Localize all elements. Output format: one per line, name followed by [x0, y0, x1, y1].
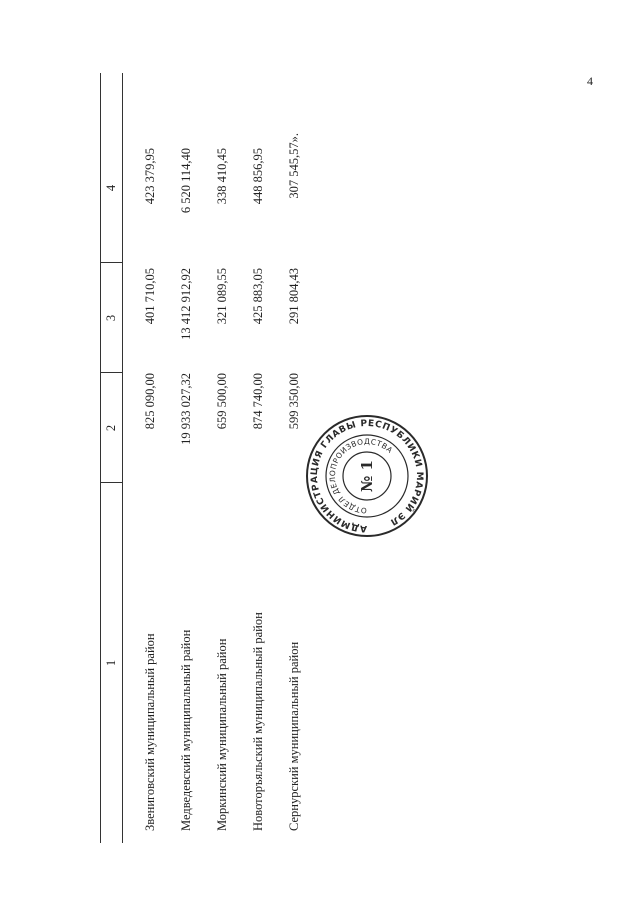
seal-number: № 1: [358, 460, 376, 492]
value-col-2: 825 090,00: [143, 373, 157, 430]
page-number: 4: [587, 74, 593, 88]
district-name: Моркинский муниципальный район: [215, 638, 229, 831]
seal-outer-text: АДМИНИСТРАЦИЯ ГЛАВЫ РЕСПУБЛИКИ МАРИЙ ЭЛ: [309, 418, 425, 534]
header-col-4: 4: [104, 184, 118, 192]
value-col-4: 423 379,95: [143, 148, 157, 205]
value-col-2: 19 933 027,32: [179, 373, 193, 445]
district-name: Медведевский муниципальный район: [179, 629, 193, 831]
header-col-3: 3: [104, 314, 118, 322]
value-col-3: 291 804,43: [287, 268, 301, 325]
value-col-4: 307 545,57».: [287, 133, 301, 199]
table-top-rule: [100, 73, 101, 843]
table-header-rule: [122, 73, 123, 843]
value-col-3: 321 089,55: [215, 268, 229, 325]
value-col-3: 425 883,05: [251, 268, 265, 325]
rotated-table: [100, 73, 340, 843]
value-col-2: 659 500,00: [215, 373, 229, 430]
value-col-2: 874 740,00: [251, 373, 265, 430]
value-col-4: 338 410,45: [215, 148, 229, 205]
seal-inner-text: ОТДЕЛ ДЕЛОПРОИЗВОДСТВА: [327, 436, 395, 516]
district-name: Звениговский муниципальный район: [143, 633, 157, 831]
value-col-3: 401 710,05: [143, 268, 157, 325]
value-col-4: 448 856,95: [251, 148, 265, 205]
district-name: Сернурский муниципальный район: [287, 641, 301, 831]
district-name: Новоторъяльский муниципальный район: [251, 612, 265, 831]
value-col-3: 13 412 912,92: [179, 268, 193, 340]
header-col-1: 1: [104, 659, 118, 667]
official-seal: [305, 410, 429, 542]
value-col-4: 6 520 114,40: [179, 148, 193, 214]
value-col-2: 599 350,00: [287, 373, 301, 430]
header-col-2: 2: [104, 424, 118, 432]
